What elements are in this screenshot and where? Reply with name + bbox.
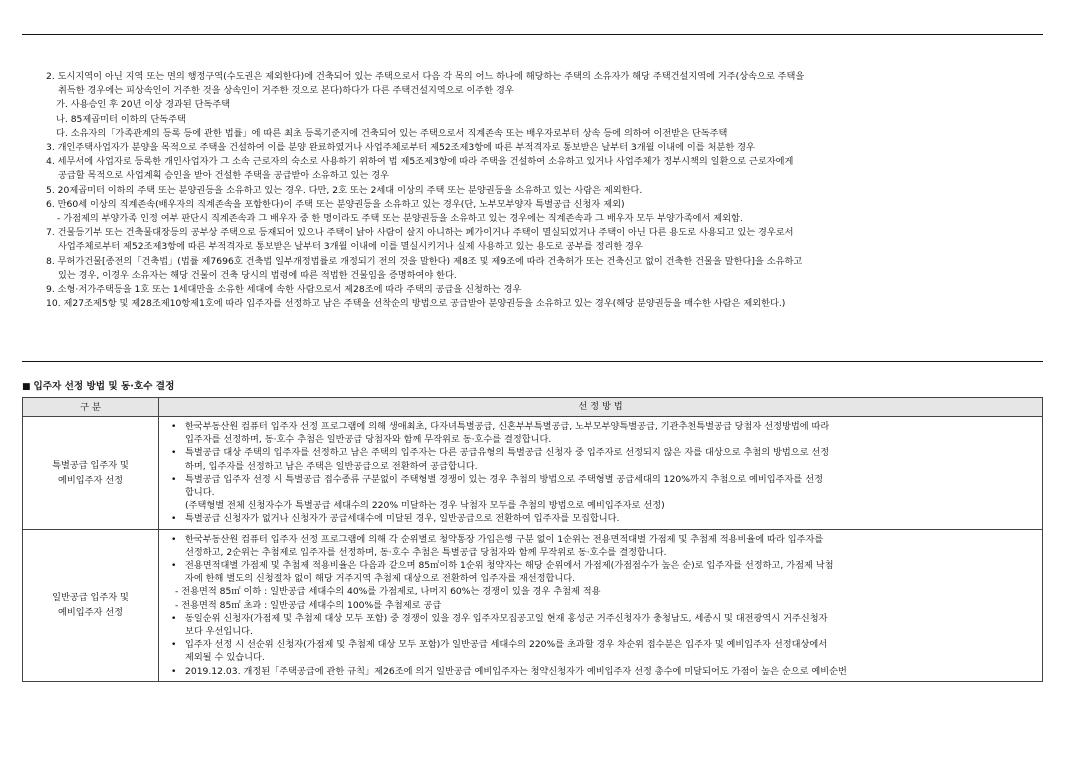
- header-category: 구 분: [23, 398, 159, 417]
- method-cell: [159, 417, 1043, 530]
- list-item: 사업주체로부터 제52조제3항에 따른 부적격자로 통보받은 날부터 3개월 이내에 이를 멸실시키거나 실제 사용하고 있는 용도로 공부를 정리한 경우: [58, 241, 643, 253]
- bullet-icon: •: [171, 560, 177, 572]
- list-item: 있는 경우, 이경우 소유자는 해당 건물이 건축 당시의 법령에 따른 적법한 건물임을 증명하여야 한다.: [58, 269, 457, 281]
- bullet-line: [171, 559, 1034, 572]
- bullet-icon: •: [171, 421, 177, 432]
- bullet-line: [171, 512, 1034, 525]
- list-item: 5. 20제곱미터 이하의 주택 또는 분양권등을 소유하고 있는 경우. 다만, 2호 또는 2세대 이상의 주택 또는 분양권등을 소유하고 있는 사람은 제외한다.: [46, 184, 643, 196]
- section-title-text: 입주자 선정 방법 및 동·호수 결정: [33, 381, 175, 392]
- list-item: 8. 무허가건물[종전의「건축법」(법률 제7696호 건축법 일부개정법률로 개정되기 전의 것을 말한다) 제8조 및 제9조에 따라 건축허가 또는 건축신고 없이 건축한 건물을 말한다]을 소유하고: [46, 255, 803, 267]
- list-item: 취득한 경우에는 피상속인이 거주한 것을 상속인이 거주한 것으로 본다)하다가 다른 주택건설지역으로 이주한 경우: [58, 85, 514, 97]
- table-row: [23, 417, 1043, 530]
- bullet-line: [171, 473, 1034, 486]
- list-item: 가. 사용승인 후 20년 이상 경과된 단독주택: [56, 99, 231, 111]
- continuation-line: 하며, 입주자를 선정하고 남은 주택은 일반공급으로 전환하여 공급합니다.: [185, 460, 478, 472]
- category-label: 일반공급 입주자 및: [52, 592, 129, 604]
- bullet-text: 한국부동산원 컴퓨터 입주자 선정 프로그램에 의해 각 순위별로 청약통장 가입은행 구분 없이 1순위는 전용면적대별 가점제 및 추첨제 적용비율에 따라 입주자를: [185, 533, 824, 545]
- continuation-line: 보다 우선입니다.: [185, 626, 253, 638]
- continuation-line: 선정하고, 2순위는 추첨제로 입주자를 선정하며, 동·호수 추첨은 특별공급 당첨자와 함께 무작위로 동·호수를 결정합니다.: [185, 546, 667, 558]
- table-header-row: [23, 398, 1043, 417]
- section-divider: [22, 361, 1043, 362]
- continuation-line: 입주자를 선정하며, 동·호수 추첨은 일반공급 당첨자와 함께 무작위로 동·호수를 결정합니다.: [185, 434, 552, 446]
- bullet-text: 2019.12.03. 개정된「주택공급에 관한 규칙」제26조에 의거 일반공급 예비입주자는 청약신청자가 예비입주자 선정 총수에 미달되어도 가점이 높은 순으로 예비순번: [185, 665, 847, 677]
- square-bullet-icon: ■: [22, 382, 31, 392]
- category-label: 예비입주자 선정: [57, 474, 124, 486]
- bullet-icon: •: [171, 473, 177, 485]
- bullet-text: 한국부동산원 컴퓨터 입주자 선정 프로그램에 의해 생애최초, 다자녀특별공급, 신혼부부특별공급, 노부모부양특별공급, 기관추천특별공급 당첨자 선정방법에 따라: [185, 421, 830, 432]
- dash-line: - 전용면적 85㎡ 초과 : 일반공급 세대수의 100%를 추첨제로 공급: [175, 599, 442, 611]
- bullet-line: [171, 638, 1034, 651]
- list-item: 공급할 목적으로 사업계획 승인을 받아 건설한 주택을 공급받아 소유하고 있는 경우: [58, 170, 389, 182]
- selection-method-table: [22, 397, 1043, 682]
- list-item: 3. 개인주택사업자가 분양을 목적으로 주택을 건설하여 이를 분양 완료하였거나 사업주체로부터 제52조제3항에 따른 부적격자로 통보받은 날부터 3개월 이내에 이를 처분한 경우: [46, 142, 755, 154]
- bullet-line: [171, 612, 1034, 625]
- list-item: 4. 세무서에 사업자로 등록한 개인사업자가 그 소속 근로자의 숙소로 사용하기 위하여 법 제5조제3항에 따라 주택을 건설하여 소유하고 있거나 사업주체가 정부시책의 일환으로 근로자에게: [46, 156, 794, 168]
- dash-line: - 전용면적 85㎡ 이하 : 일반공급 세대수의 40%를 가점제로, 나머지 60%는 경쟁이 있을 경우 추첨제 적용: [175, 586, 601, 598]
- category-label: 특별공급 입주자 및: [52, 459, 129, 471]
- list-item: 다. 소유자의「가족관계의 등록 등에 관한 법률」에 따른 최초 등록기준지에 건축되어 있는 주택으로서 직계존속 또는 배우자로부터 상속 등에 의하여 이전받은 단독주택: [56, 127, 728, 139]
- bullet-line: [171, 446, 1034, 459]
- bullet-text: 특별공급 신청자가 없거나 신청자가 공급세대수에 미달된 경우, 일반공급으로 전환하여 입주자를 모집합니다.: [185, 513, 620, 525]
- bullet-line: [171, 533, 1034, 546]
- section-title: [22, 378, 174, 392]
- bullet-icon: •: [171, 447, 177, 459]
- bullet-icon: •: [171, 665, 177, 677]
- bullet-icon: •: [171, 533, 177, 545]
- category-cell: [23, 417, 159, 530]
- category-cell: [23, 529, 159, 681]
- bullet-line: [171, 665, 1034, 678]
- continuation-line: 자에 한해 별도의 신청절차 없이 해당 거주지역 추첨제 대상으로 전환하여 입주자를 재선정합니다.: [185, 573, 576, 585]
- bullet-text: 동일순위 신청자(가점제 및 추첨제 대상 모두 포함) 중 경쟁이 있을 경우 입주자모집공고일 현재 홍성군 거주신청자가 충청남도, 세종시 및 대전광역시 거주신청자: [185, 612, 828, 624]
- bullet-text: 입주자 선정 시 선순위 신청자(가점제 및 추첨제 대상 모두 포함)가 일반공급 세대수의 220%를 초과할 경우 차순위 접수분은 입주자 및 예비입주자 선정대상에서: [185, 639, 828, 651]
- bullet-icon: •: [171, 612, 177, 624]
- method-cell: [159, 529, 1043, 681]
- continuation-line: 합니다.: [185, 487, 215, 499]
- list-item: 7. 건물등기부 또는 건축물대장등의 공부상 주택으로 등재되어 있으나 주택이 낡아 사람이 살지 아니하는 폐가이거나 주택이 멸실되었거나 주택이 아닌 다른 용도로 사용되고 있는 경우로서: [46, 227, 794, 239]
- bullet-text: 특별공급 입주자 선정 시 특별공급 접수종류 구분없이 주택형별 경쟁이 있는 경우 추첨의 방법으로 주택형별 공급세대의 120%까지 추첨으로 예비입주자를 선정: [185, 473, 823, 485]
- header-method: 선 정 방 법: [159, 398, 1043, 417]
- category-label: 예비입주자 선정: [57, 607, 124, 619]
- list-item: - 가점제의 부양가족 인정 여부 판단시 직계존속과 그 배우자 중 한 명이라도 주택 또는 분양권등을 소유하고 있는 경우에는 직계존속과 그 배우자 모두 부양가족에서 제외함.: [57, 213, 743, 225]
- bullet-icon: •: [171, 639, 177, 651]
- eligibility-list: [46, 70, 1046, 311]
- bullet-text: 특별공급 대상 주택의 입주자를 선정하고 남은 주택의 입주자는 다른 공급유형의 특별공급 신청자 중 입주자로 선정되지 않은 자를 대상으로 추첨의 방법으로 선정: [185, 447, 830, 459]
- continuation-line: 제외될 수 있습니다.: [185, 652, 265, 664]
- list-item: 나. 85제곱미터 이하의 단독주택: [56, 113, 186, 125]
- list-item: 9. 소형·저가주택등을 1호 또는 1세대만을 소유한 세대에 속한 사람으로서 제28조에 따라 주택의 공급을 신청하는 경우: [46, 284, 522, 296]
- bullet-icon: •: [171, 513, 177, 525]
- top-divider: [22, 34, 1043, 35]
- list-item: 10. 제27조제5항 및 제28조제10항제1호에 따라 입주자를 선정하고 남은 주택을 선착순의 방법으로 공급받아 분양권등을 소유하고 있는 경우(해당 분양권등을 매수한 사람은 제외한다.): [46, 298, 786, 310]
- continuation-line: (주택형별 전체 신청자수가 특별공급 세대수의 220% 미달하는 경우 낙첨자 모두를 추첨의 방법으로 예비입주자로 선정): [185, 500, 665, 512]
- table-row: [23, 529, 1043, 681]
- list-item: 6. 만60세 이상의 직계존속(배우자의 직계존속을 포함한다)이 주택 또는 분양권등을 소유하고 있는 경우(단, 노부모부양자 특별공급 신청자 제외): [46, 198, 625, 210]
- bullet-line: [171, 420, 1034, 433]
- bullet-text: 전용면적대별 가점제 및 추첨제 적용비율은 다음과 같으며 85㎡이하 1순위 청약자는 해당 순위에서 가점제(가점점수가 높은 순)로 입주자를 선정하고, 가점제 낙첨: [185, 560, 834, 572]
- list-item: 2. 도시지역이 아닌 지역 또는 면의 행정구역(수도권은 제외한다)에 건축되어 있는 주택으로서 다음 각 목의 어느 하나에 해당하는 주택의 소유자가 해당 주택건설지역에 거주(상속으로 주택을: [46, 71, 805, 82]
